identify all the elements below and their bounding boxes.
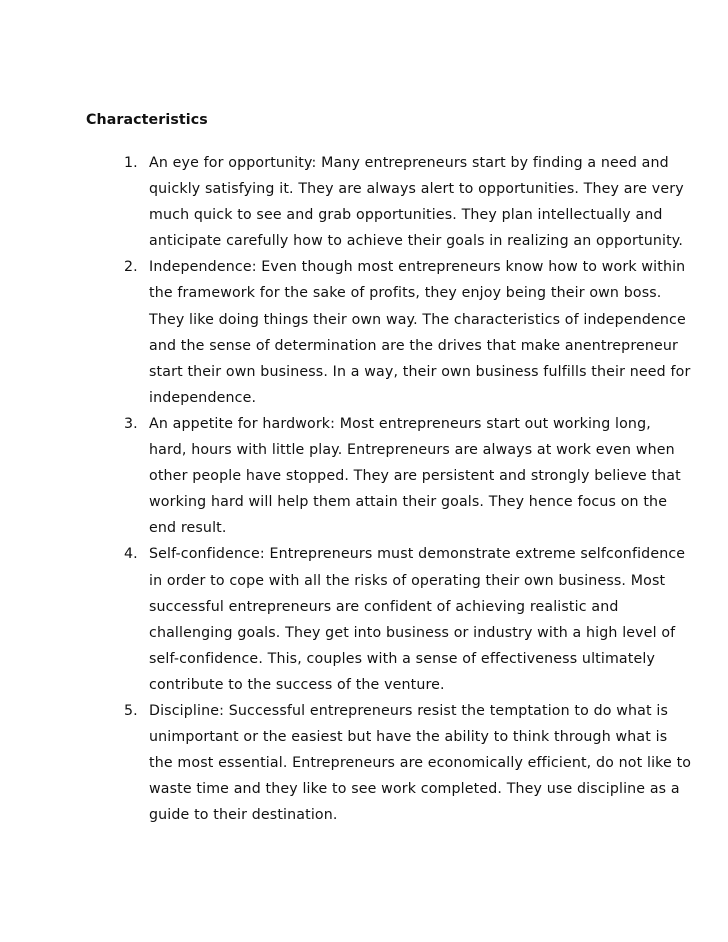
list-item (0, 698, 728, 828)
list-item-number: 3. (124, 415, 138, 432)
section-heading: Characteristics (86, 112, 208, 128)
list-item-line: in order to cope with all the risks of operating their own business. Most (149, 572, 666, 589)
list-item-line: contribute to the success of the venture. (149, 676, 445, 693)
list-item-line: An eye for opportunity: Many entrepreneurs start by finding a need and (149, 155, 669, 171)
list-item (0, 254, 728, 411)
list-item-line: They like doing things their own way. The characteristics of independence (149, 311, 686, 328)
list-item-line: unimportant or the easiest but have the ability to think through what is (149, 729, 668, 746)
list-item (0, 150, 728, 254)
list-item-line: hard, hours with little play. Entrepreneurs are always at work even when (149, 442, 675, 459)
list-item-number: 2. (124, 259, 138, 276)
list-item (0, 541, 728, 698)
list-item-line: end result. (149, 520, 227, 537)
list-item-number: 5. (124, 702, 138, 719)
list-item-line: waste time and they like to see work completed. They use discipline as a (149, 781, 680, 798)
list-item-number: 1. (124, 155, 138, 171)
list-item-line: successful entrepreneurs are confident of achieving realistic and (149, 598, 619, 615)
list-item-line: Independence: Even though most entrepreneurs know how to work within (149, 259, 686, 276)
list-item-line: the most essential. Entrepreneurs are economically efficient, do not like to (149, 755, 692, 772)
list-item-line: the framework for the sake of profits, they enjoy being their own boss. (149, 285, 662, 302)
list-item-line: Discipline: Successful entrepreneurs resist the temptation to do what is (149, 702, 669, 719)
list-item-line: Self-confidence: Entrepreneurs must demonstrate extreme selfconfidence (149, 546, 686, 563)
list-item-line: independence. (149, 389, 257, 406)
list-item-line: start their own business. In a way, their own business fulfills their need for (149, 363, 691, 380)
list-item-line: much quick to see and grab opportunities. They plan intellectually and (149, 207, 663, 224)
list-item-line: other people have stopped. They are persistent and strongly believe that (149, 468, 681, 485)
list-item-line: self-confidence. This, couples with a sense of effectiveness ultimately (149, 650, 656, 667)
list-item-number: 4. (124, 546, 138, 563)
list-item (0, 411, 728, 541)
list-item-line: quickly satisfying it. They are always alert to opportunities. They are very (149, 181, 684, 198)
list-item-line: guide to their destination. (149, 807, 338, 824)
list-item-line: and the sense of determination are the drives that make anentrepreneur (149, 337, 679, 354)
list-item-line: anticipate carefully how to achieve their goals in realizing an opportunity. (149, 233, 683, 250)
list-item-line: An appetite for hardwork: Most entrepreneurs start out working long, (149, 415, 651, 432)
list-item-line: working hard will help them attain their goals. They hence focus on the (149, 494, 668, 511)
characteristics-list (0, 150, 728, 828)
list-item-line: challenging goals. They get into business or industry with a high level of (149, 624, 676, 641)
